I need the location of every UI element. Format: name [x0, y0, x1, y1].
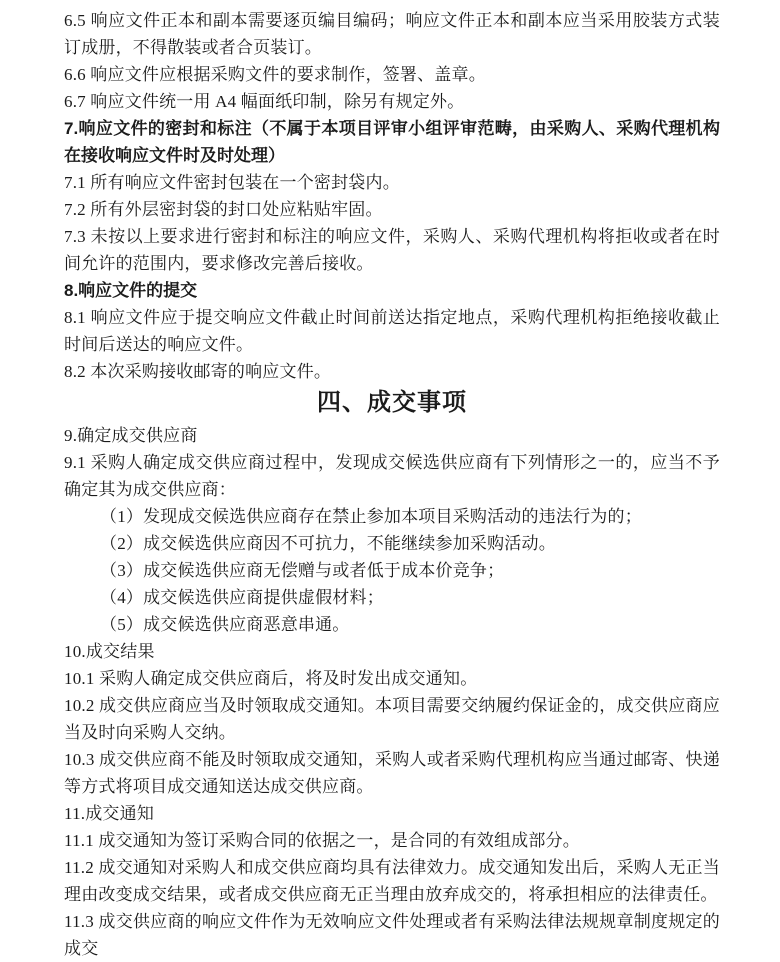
clause-paragraph: 6.7 响应文件统一用 A4 幅面纸印制，除另有规定外。: [64, 92, 465, 111]
clause-paragraph: 6.5 响应文件正本和副本需要逐页编目编码；响应文件正本和副本应当采用胶装方式装订成册，不得散装或者合页装订。: [64, 11, 720, 57]
clause-paragraph: 10.1 采购人确定成交供应商后，将及时发出成交通知。: [64, 669, 478, 688]
bold-clause-heading: 7.响应文件的密封和标注（不属于本项目评审小组评审范畴，由采购人、采购代理机构在接收响应文件时及时处理）: [64, 119, 720, 165]
clause-paragraph: 10.2 成交供应商应当及时领取成交通知。本项目需要交纳履约保证金的，成交供应商应当及时向采购人交纳。: [64, 696, 720, 742]
clause-paragraph: 9.1 采购人确定成交供应商过程中，发现成交候选供应商有下列情形之一的，应当不予确定其为成交供应商：: [64, 453, 720, 499]
list-item-paragraph: （2）成交候选供应商因不可抗力，不能继续参加采购活动。: [100, 534, 556, 553]
clause-paragraph: 11.1 成交通知为签订采购合同的依据之一，是合同的有效组成部分。: [64, 831, 580, 850]
list-item-paragraph: （3）成交候选供应商无偿赠与或者低于成本价竞争；: [100, 561, 505, 580]
document-body: [64, 7, 720, 962]
section-heading: 四、成交事项: [317, 389, 467, 416]
clause-paragraph: 8.2 本次采购接收邮寄的响应文件。: [64, 362, 332, 381]
clause-paragraph: 11.3 成交供应商的响应文件作为无效响应文件处理或者有采购法律法规规章制度规定的成交: [64, 912, 720, 958]
list-item-paragraph: （5）成交候选供应商恶意串通。: [100, 615, 350, 634]
clause-paragraph: 9.确定成交供应商: [64, 426, 198, 445]
clause-paragraph: 10.3 成交供应商不能及时领取成交通知，采购人或者采购代理机构应当通过邮寄、快递等方式将项目成交通知送达成交供应商。: [64, 750, 720, 796]
bold-clause-heading: 8.响应文件的提交: [64, 281, 198, 300]
clause-paragraph: 6.6 响应文件应根据采购文件的要求制作，签署、盖章。: [64, 65, 486, 84]
clause-paragraph: 11.成交通知: [64, 804, 155, 823]
clause-paragraph: 8.1 响应文件应于提交响应文件截止时间前送达指定地点，采购代理机构拒绝接收截止时间后送达的响应文件。: [64, 308, 720, 354]
clause-paragraph: 11.2 成交通知对采购人和成交供应商均具有法律效力。成交通知发出后，采购人无正当理由改变成交结果，或者成交供应商无正当理由放弃成交的，将承担相应的法律责任。: [64, 858, 720, 904]
clause-paragraph: 7.2 所有外层密封袋的封口处应粘贴牢固。: [64, 200, 383, 219]
clause-paragraph: 7.3 未按以上要求进行密封和标注的响应文件，采购人、采购代理机构将拒收或者在时间允许的范围内，要求修改完善后接收。: [64, 227, 720, 273]
list-item-paragraph: （4）成交候选供应商提供虚假材料；: [100, 588, 384, 607]
clause-paragraph: 7.1 所有响应文件密封包装在一个密封袋内。: [64, 173, 400, 192]
list-item-paragraph: （1）发现成交候选供应商存在禁止参加本项目采购活动的违法行为的；: [100, 507, 642, 526]
clause-paragraph: 10.成交结果: [64, 642, 155, 661]
